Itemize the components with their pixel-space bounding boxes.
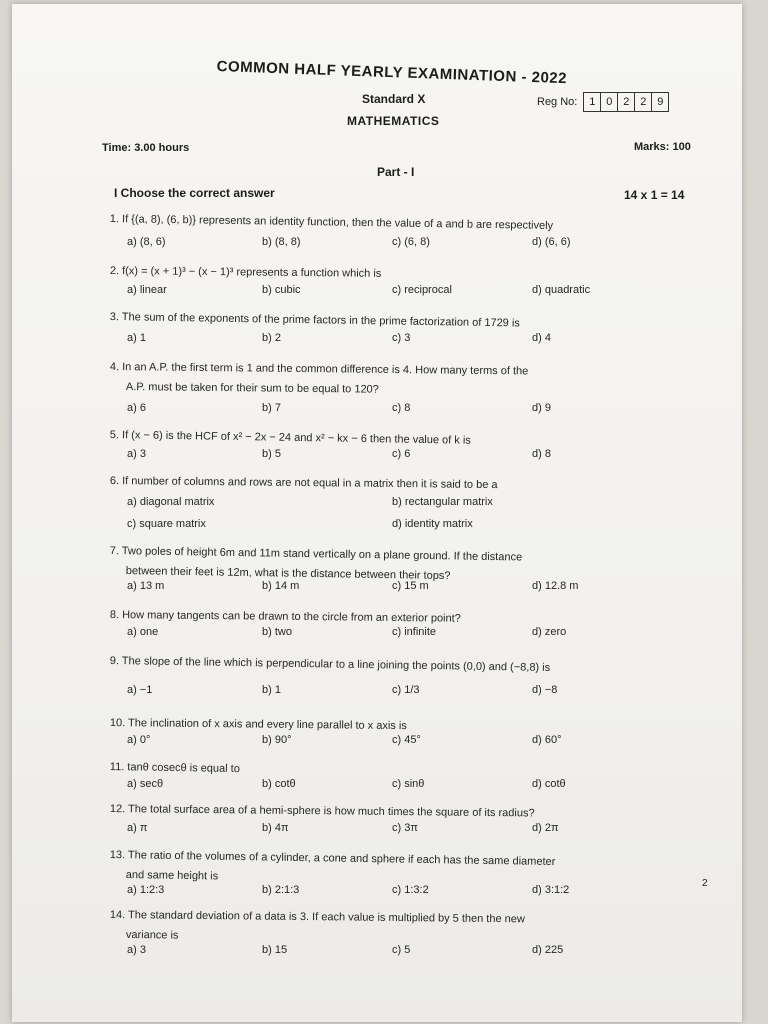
answer-option: d) 8 xyxy=(532,448,551,460)
reg-digit: 9 xyxy=(657,96,664,108)
question-text: 10. The inclination of x axis and every line parallel to x axis is xyxy=(109,716,407,733)
answer-option: c) 1:3:2 xyxy=(392,884,429,896)
answer-option: b) 14 m xyxy=(262,580,300,592)
answer-option: c) square matrix xyxy=(127,518,206,530)
question-text: and same height is xyxy=(125,868,219,883)
answer-option: a) 3 xyxy=(127,448,146,460)
answer-option: b) 2:1:3 xyxy=(262,884,300,896)
section-marks: 14 x 1 = 14 xyxy=(624,188,685,202)
question-text: 8. How many tangents can be drawn to the circle from an exterior point? xyxy=(109,608,461,625)
reg-boxes xyxy=(583,92,669,112)
exam-paper xyxy=(12,4,742,1022)
answer-option: a) (8, 6) xyxy=(127,236,166,248)
answer-option: a) diagonal matrix xyxy=(127,496,215,508)
answer-option: b) 5 xyxy=(262,448,281,460)
answer-option: c) 45° xyxy=(392,734,421,746)
subject-label: MATHEMATICS xyxy=(347,114,440,128)
marks-label: Marks: 100 xyxy=(634,141,691,153)
question-text: 1. If {(a, 8), (6, b)} represents an identity function, then the value of a and b are respectively xyxy=(109,212,554,232)
answer-option: c) infinite xyxy=(392,626,437,638)
answer-option: d) 4 xyxy=(532,332,551,344)
answer-option: a) one xyxy=(127,626,159,638)
answer-option: a) 0° xyxy=(127,734,151,746)
answer-option: a) −1 xyxy=(127,684,153,696)
question-text: 5. If (x − 6) is the HCF of x² − 2x − 24 and x² − kx − 6 then the value of k is xyxy=(109,428,471,447)
reg-digit: 0 xyxy=(601,93,618,111)
answer-option: b) rectangular matrix xyxy=(392,496,493,508)
register-number xyxy=(537,92,669,112)
answer-option: d) 12.8 m xyxy=(532,580,579,592)
question-text: 4. In an A.P. the first term is 1 and the common difference is 4. How many terms of the xyxy=(109,360,529,378)
answer-option: b) cotθ xyxy=(262,778,296,790)
question-text: A.P. must be taken for their sum to be equal to 120? xyxy=(125,380,379,396)
reg-label: Reg No: xyxy=(537,96,578,108)
answer-option: c) 8 xyxy=(392,402,411,414)
answer-option: b) 4π xyxy=(262,822,289,834)
answer-option: d) 225 xyxy=(532,944,564,956)
answer-option: b) 1 xyxy=(262,684,281,696)
answer-option: c) 15 m xyxy=(392,580,429,592)
answer-option: a) 13 m xyxy=(127,580,165,592)
answer-option: c) sinθ xyxy=(392,778,425,790)
part-heading: Part - I xyxy=(377,165,415,179)
reg-digit: 2 xyxy=(635,93,652,111)
answer-option: c) 5 xyxy=(392,944,411,956)
answer-option: d) identity matrix xyxy=(392,518,473,530)
answer-option: d) 60° xyxy=(532,734,562,746)
question-text: 6. If number of columns and rows are not equal in a matrix then it is said to be a xyxy=(109,474,498,492)
question-text: 7. Two poles of height 6m and 11m stand vertically on a plane ground. If the distance xyxy=(109,544,523,564)
answer-option: a) 3 xyxy=(127,944,146,956)
time-label: Time: 3.00 hours xyxy=(102,142,190,154)
question-text: 14. The standard deviation of a data is 3. If each value is multiplied by 5 then the new xyxy=(109,908,525,926)
answer-option: d) zero xyxy=(532,626,567,638)
answer-option: c) 6 xyxy=(392,448,411,460)
question-text: between their feet is 12m, what is the distance between their tops? xyxy=(125,564,451,583)
answer-option: d) −8 xyxy=(532,684,558,696)
answer-option: b) 90° xyxy=(262,734,292,746)
answer-option: a) linear xyxy=(127,284,167,296)
reg-digit: 2 xyxy=(618,93,635,111)
standard-label: Standard X xyxy=(362,92,426,106)
reg-digit: 1 xyxy=(584,93,601,111)
question-text: 2. f(x) = (x + 1)³ − (x − 1)³ represents a function which is xyxy=(109,264,382,280)
answer-option: d) 2π xyxy=(532,822,559,834)
answer-option: b) 15 xyxy=(262,944,288,956)
answer-option: c) 1/3 xyxy=(392,684,420,696)
section-instruction: I Choose the correct answer xyxy=(114,186,275,200)
answer-option: a) 6 xyxy=(127,402,146,414)
question-text: 9. The slope of the line which is perpendicular to a line joining the points (0,0) and (−8,8) is xyxy=(109,654,551,674)
page-mark: 2 xyxy=(702,878,708,889)
answer-option: d) 9 xyxy=(532,402,551,414)
answer-option: d) (6, 6) xyxy=(532,236,571,248)
question-text: variance is xyxy=(125,928,179,942)
answer-option: b) (8, 8) xyxy=(262,236,301,248)
answer-option: b) 2 xyxy=(262,332,281,344)
exam-title: COMMON HALF YEARLY EXAMINATION - 2022 xyxy=(216,58,568,88)
answer-option: d) cotθ xyxy=(532,778,566,790)
question-text: 13. The ratio of the volumes of a cylinder, a cone and sphere if each has the same diameter xyxy=(109,848,556,868)
answer-option: c) reciprocal xyxy=(392,284,452,296)
answer-option: a) 1:2:3 xyxy=(127,884,165,896)
answer-option: b) two xyxy=(262,626,292,638)
answer-option: c) (6, 8) xyxy=(392,236,430,248)
answer-option: c) 3π xyxy=(392,822,418,834)
answer-option: a) 1 xyxy=(127,332,146,344)
answer-option: d) 3:1:2 xyxy=(532,884,570,896)
question-text: 3. The sum of the exponents of the prime factors in the prime factorization of 1729 is xyxy=(109,310,520,330)
answer-option: b) 7 xyxy=(262,402,281,414)
answer-option: a) secθ xyxy=(127,778,164,790)
answer-option: d) quadratic xyxy=(532,284,591,296)
answer-option: b) cubic xyxy=(262,284,301,296)
answer-option: a) π xyxy=(127,822,148,834)
answer-option: c) 3 xyxy=(392,332,411,344)
question-text: 12. The total surface area of a hemi-sphere is how much times the square of its radius? xyxy=(109,802,535,820)
question-text: 11. tanθ cosecθ is equal to xyxy=(109,760,240,776)
